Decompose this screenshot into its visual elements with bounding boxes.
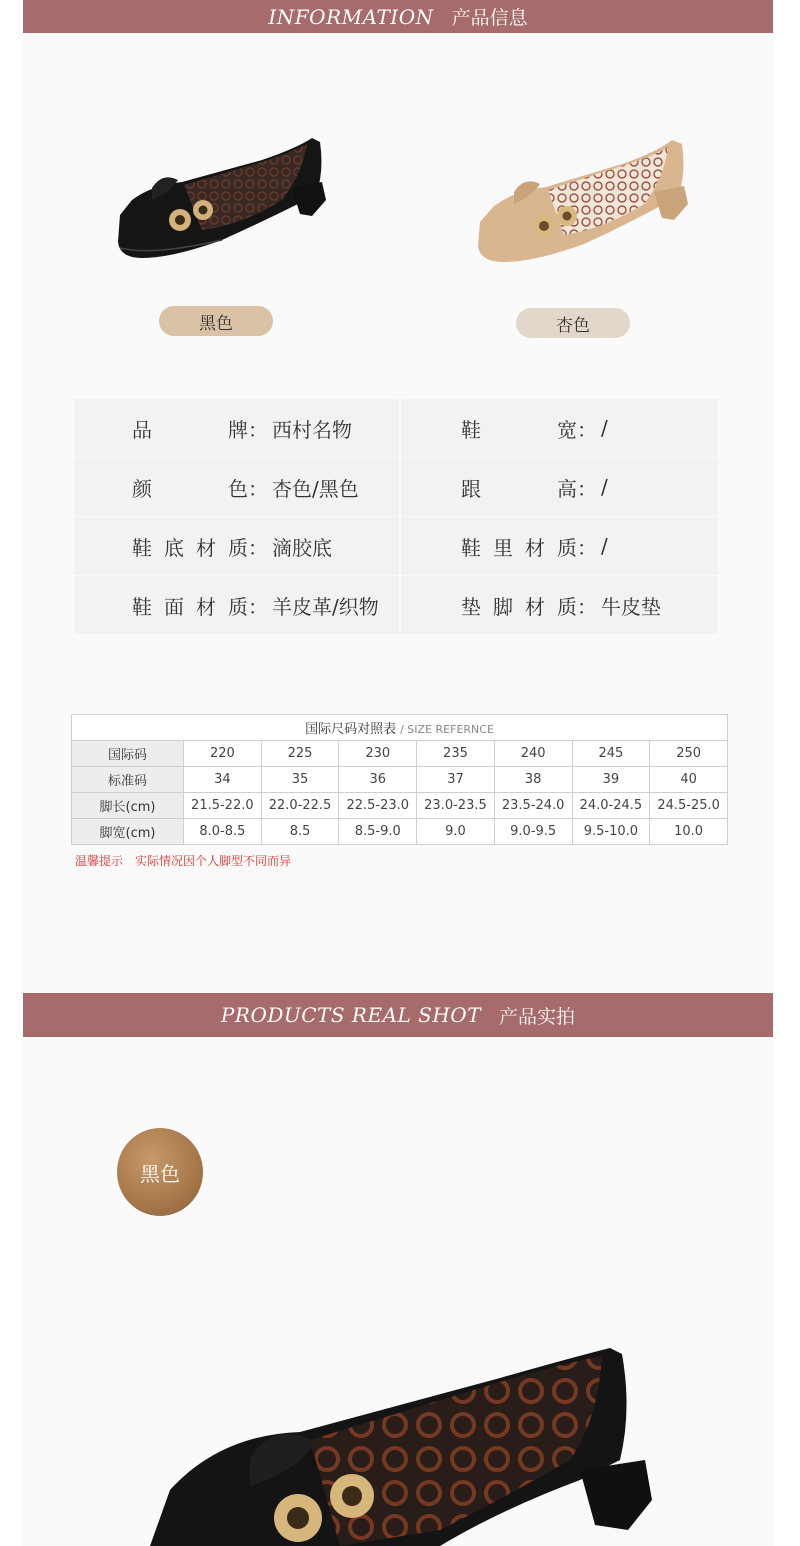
size-cell: 250 <box>650 741 728 767</box>
spec-cell: 鞋里材质 ： / <box>401 517 718 576</box>
information-banner <box>23 0 773 33</box>
size-cell: 21.5-22.0 <box>184 793 262 819</box>
size-cell: 40 <box>650 767 728 793</box>
size-cell: 8.5-9.0 <box>339 819 417 845</box>
spec-table <box>74 399 718 635</box>
size-cell: 235 <box>417 741 495 767</box>
size-cell: 23.5-24.0 <box>494 793 572 819</box>
banner-title-en: PRODUCTS REAL SHOT <box>220 1003 482 1027</box>
spec-key: 鞋底材质 <box>132 535 248 560</box>
size-cell: 9.0-9.5 <box>494 819 572 845</box>
size-cell: 240 <box>494 741 572 767</box>
spec-value: 杏色/黑色 <box>272 476 359 501</box>
spec-row <box>74 458 718 517</box>
color-option-label: 杏色 <box>556 315 590 336</box>
banner-title-en: INFORMATION <box>268 4 434 29</box>
spec-value: / <box>601 416 608 440</box>
banner-title-cn: 产品实拍 <box>499 1005 576 1028</box>
size-reference-table <box>71 714 728 845</box>
size-cell: 225 <box>261 741 339 767</box>
size-cell: 35 <box>261 767 339 793</box>
size-cell: 38 <box>494 767 572 793</box>
spec-row <box>74 517 718 576</box>
size-cell: 230 <box>339 741 417 767</box>
spec-cell: 垫脚材质 ： 牛皮垫 <box>401 576 718 635</box>
spec-cell: 颜色 ： 杏色/黑色 <box>74 458 399 517</box>
banner-title-cn: 产品信息 <box>451 7 528 29</box>
apricot-shoe-image <box>472 132 702 267</box>
size-cell: 22.0-22.5 <box>261 793 339 819</box>
size-cell: 23.0-23.5 <box>417 793 495 819</box>
size-cell: 8.0-8.5 <box>184 819 262 845</box>
spec-key: 跟高 <box>461 476 577 501</box>
size-tip <box>75 852 291 869</box>
color-option-black[interactable] <box>159 306 273 336</box>
spec-value: 滴胶底 <box>272 535 332 560</box>
spec-value: / <box>601 534 608 558</box>
size-row-foot-length <box>72 793 728 819</box>
spec-cell: 鞋底材质 ： 滴胶底 <box>74 517 399 576</box>
size-row-head: 脚长(cm) <box>72 793 184 819</box>
real-shot-shoe-image <box>140 1340 660 1546</box>
color-option-apricot[interactable] <box>516 308 630 338</box>
spec-key: 鞋里材质 <box>461 535 577 560</box>
size-table-caption-row <box>72 715 728 741</box>
spec-row <box>74 399 718 458</box>
size-cell: 24.0-24.5 <box>572 793 650 819</box>
size-row-head: 标准码 <box>72 767 184 793</box>
size-cell: 22.5-23.0 <box>339 793 417 819</box>
size-cell: 37 <box>417 767 495 793</box>
spec-key: 品牌 <box>132 417 248 442</box>
color-badge <box>117 1128 203 1216</box>
spec-cell: 跟高 ： / <box>401 458 718 517</box>
black-shoe-image <box>112 130 332 265</box>
size-cell: 9.0 <box>417 819 495 845</box>
spec-value: 羊皮革/织物 <box>272 594 379 619</box>
size-cell: 245 <box>572 741 650 767</box>
size-table-caption <box>72 715 728 741</box>
size-row-standard <box>72 767 728 793</box>
spec-key: 颜色 <box>132 476 248 501</box>
spec-cell: 品牌 ： 西村名物 <box>74 399 399 458</box>
size-cell: 9.5-10.0 <box>572 819 650 845</box>
size-row-foot-width <box>72 819 728 845</box>
spec-key: 鞋面材质 <box>132 594 248 619</box>
tip-label: 温馨提示 <box>75 854 124 868</box>
color-option-label: 黑色 <box>199 313 233 334</box>
real-shot-banner <box>23 993 773 1037</box>
size-row-head: 脚宽(cm) <box>72 819 184 845</box>
size-cell: 24.5-25.0 <box>650 793 728 819</box>
size-cell: 36 <box>339 767 417 793</box>
tip-text: 实际情况因个人脚型不同而异 <box>135 854 292 868</box>
color-badge-label: 黑色 <box>140 1161 180 1186</box>
spec-cell: 鞋面材质 ： 羊皮革/织物 <box>74 576 399 635</box>
size-cell: 34 <box>184 767 262 793</box>
size-row-international <box>72 741 728 767</box>
spec-key: 垫脚材质 <box>461 594 577 619</box>
size-row-head: 国际码 <box>72 741 184 767</box>
size-cell: 39 <box>572 767 650 793</box>
size-table-title: 国际尺码对照表 <box>305 722 397 737</box>
size-cell: 220 <box>184 741 262 767</box>
size-cell: 10.0 <box>650 819 728 845</box>
spec-value: 西村名物 <box>272 417 352 442</box>
spec-key: 鞋宽 <box>461 417 577 442</box>
size-table-subtitle: / SIZE REFERNCE <box>400 723 494 736</box>
spec-value: 牛皮垫 <box>601 594 661 619</box>
spec-cell: 鞋宽 ： / <box>401 399 718 458</box>
size-cell: 8.5 <box>261 819 339 845</box>
spec-value: / <box>601 475 608 499</box>
spec-row <box>74 576 718 635</box>
